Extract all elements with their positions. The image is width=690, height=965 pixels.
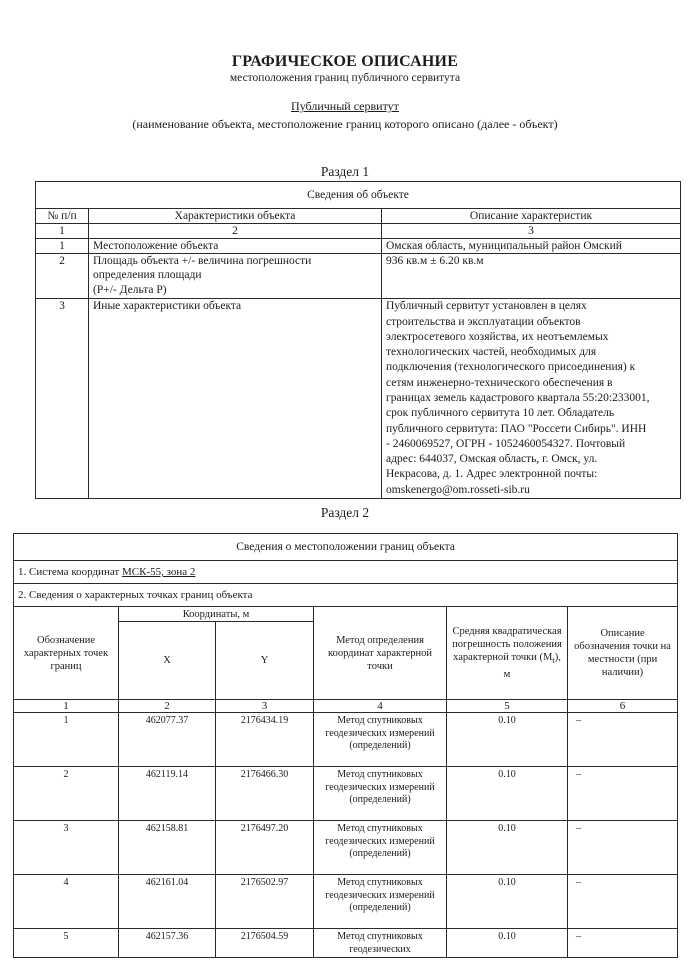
point-x: 462157.36 [119, 929, 216, 958]
column-header-number: № п/п [36, 209, 89, 224]
section-2-title: Раздел 2 [320, 505, 370, 520]
table-row [14, 929, 678, 958]
point-x: 462158.81 [119, 821, 216, 875]
document-title: ГРАФИЧЕСКОЕ ОПИСАНИЕ [231, 53, 459, 70]
column-header-method: Метод определения координат характерной точки [314, 607, 447, 700]
text-line: публичного сервитута: ПАО "Россети Сибирь". ИНН [386, 422, 647, 435]
row-characteristic: Иные характеристики объекта [89, 299, 382, 499]
text-line: Площадь объекта +/- величина погрешности [93, 255, 312, 268]
point-y: 2176466.30 [216, 767, 314, 821]
object-name-note: (наименование объекта, местоположение границ которого описано (далее - объект) [132, 117, 558, 131]
point-id: 4 [14, 875, 119, 929]
point-description: – [568, 929, 678, 958]
point-y: 2176502.97 [216, 875, 314, 929]
table-row [14, 713, 678, 767]
column-number: 6 [568, 700, 678, 713]
column-number: 3 [216, 700, 314, 713]
column-number: 5 [447, 700, 568, 713]
text-line: подключения (технологического присоединения) к [386, 361, 636, 374]
boundary-info-caption: Сведения о местоположении границ объекта [14, 534, 678, 561]
point-id: 3 [14, 821, 119, 875]
text-line: - 2460069527, ОГРН - 1052460054327. Почтовый [386, 437, 626, 450]
point-method: Метод спутниковых геодезических [314, 929, 447, 958]
column-number: 1 [14, 700, 119, 713]
table-row [36, 299, 681, 499]
boundary-points-table [13, 533, 678, 958]
text-line: срок публичного сервитута 10 лет. Обладатель [386, 407, 615, 420]
point-accuracy: 0.10 [447, 821, 568, 875]
object-name: Публичный сервитут [291, 99, 399, 113]
point-id: 5 [14, 929, 119, 958]
point-method: Метод спутниковых геодезических измерений (определений) [314, 821, 447, 875]
column-header-coordinates: Координаты, м [119, 607, 314, 622]
object-info-table [35, 181, 681, 499]
document-subtitle: местоположения границ публичного сервитута [229, 72, 461, 84]
column-number: 3 [382, 224, 681, 239]
row-number: 2 [36, 254, 89, 299]
point-y: 2176504.59 [216, 929, 314, 958]
point-id: 2 [14, 767, 119, 821]
point-description: – [568, 713, 678, 767]
column-header-characteristic: Характеристики объекта [89, 209, 382, 224]
point-method: Метод спутниковых геодезических измерений (определений) [314, 875, 447, 929]
point-x: 462161.04 [119, 875, 216, 929]
text-line: Некрасова, д. 1. Адрес электронной почты: [386, 468, 598, 481]
row-description: Омская область, муниципальный район Омский [382, 239, 681, 254]
column-header-y: Y [216, 622, 314, 700]
section-1-title: Раздел 1 [320, 164, 370, 179]
row-characteristic [89, 254, 382, 299]
point-method: Метод спутниковых геодезических измерений (определений) [314, 767, 447, 821]
coordinate-system: 1. Система координат МСК-55, зона 2 [14, 561, 678, 584]
column-number: 4 [314, 700, 447, 713]
text-line: границах земель кадастрового квартала 55:20:233001, [386, 391, 650, 404]
column-header-x: X [119, 622, 216, 700]
point-x: 462119.14 [119, 767, 216, 821]
row-description [382, 299, 681, 499]
row-description: 936 кв.м ± 6.20 кв.м [382, 254, 681, 299]
table-row [14, 767, 678, 821]
point-accuracy: 0.10 [447, 767, 568, 821]
column-header-accuracy: Средняя квадратическая погрешность положения характерной точки $(M_t)$, м [447, 607, 568, 700]
text-line: определения площади [93, 269, 202, 282]
row-number: 1 [36, 239, 89, 254]
point-accuracy: 0.10 [447, 875, 568, 929]
column-number: 2 [119, 700, 216, 713]
text-line: omskenergo@om.rosseti-sib.ru [386, 483, 530, 496]
text-line: (P+/- Дельта P) [93, 283, 167, 296]
table-row [36, 254, 681, 299]
point-id: 1 [14, 713, 119, 767]
table-row [36, 239, 681, 254]
point-x: 462077.37 [119, 713, 216, 767]
text-line: технологических частей, необходимых для [386, 346, 597, 359]
points-caption: 2. Сведения о характерных точках границ объекта [14, 584, 678, 607]
point-method: Метод спутниковых геодезических измерений (определений) [314, 713, 447, 767]
point-description: – [568, 875, 678, 929]
row-number: 3 [36, 299, 89, 499]
point-y: 2176434.19 [216, 713, 314, 767]
column-header-description: Описание характеристик [382, 209, 681, 224]
text-line: электросетевого хозяйства, их неотъемлемых [386, 330, 609, 343]
point-description: – [568, 821, 678, 875]
text-line: Публичный сервитут установлен в целях [386, 300, 587, 313]
text-line: сетям инженерно-технического обеспечения в [386, 376, 613, 389]
coordinate-system-value: МСК-55, зона 2 [121, 566, 196, 578]
column-header-designation: Обозначение характерных точек границ [14, 607, 119, 700]
table-row [14, 875, 678, 929]
table-row [14, 821, 678, 875]
column-number: 1 [36, 224, 89, 239]
object-info-caption: Сведения об объекте [36, 182, 681, 209]
text-line: строительства и эксплуатации объектов [386, 315, 581, 328]
point-accuracy: 0.10 [447, 713, 568, 767]
point-accuracy: 0.10 [447, 929, 568, 958]
column-number: 2 [89, 224, 382, 239]
column-header-point-description: Описание обозначения точки на местности (при наличии) [568, 607, 678, 700]
point-description: – [568, 767, 678, 821]
row-characteristic: Местоположение объекта [89, 239, 382, 254]
text-line: адрес: 644037, Омская область, г. Омск, ул. [386, 453, 598, 466]
point-y: 2176497.20 [216, 821, 314, 875]
